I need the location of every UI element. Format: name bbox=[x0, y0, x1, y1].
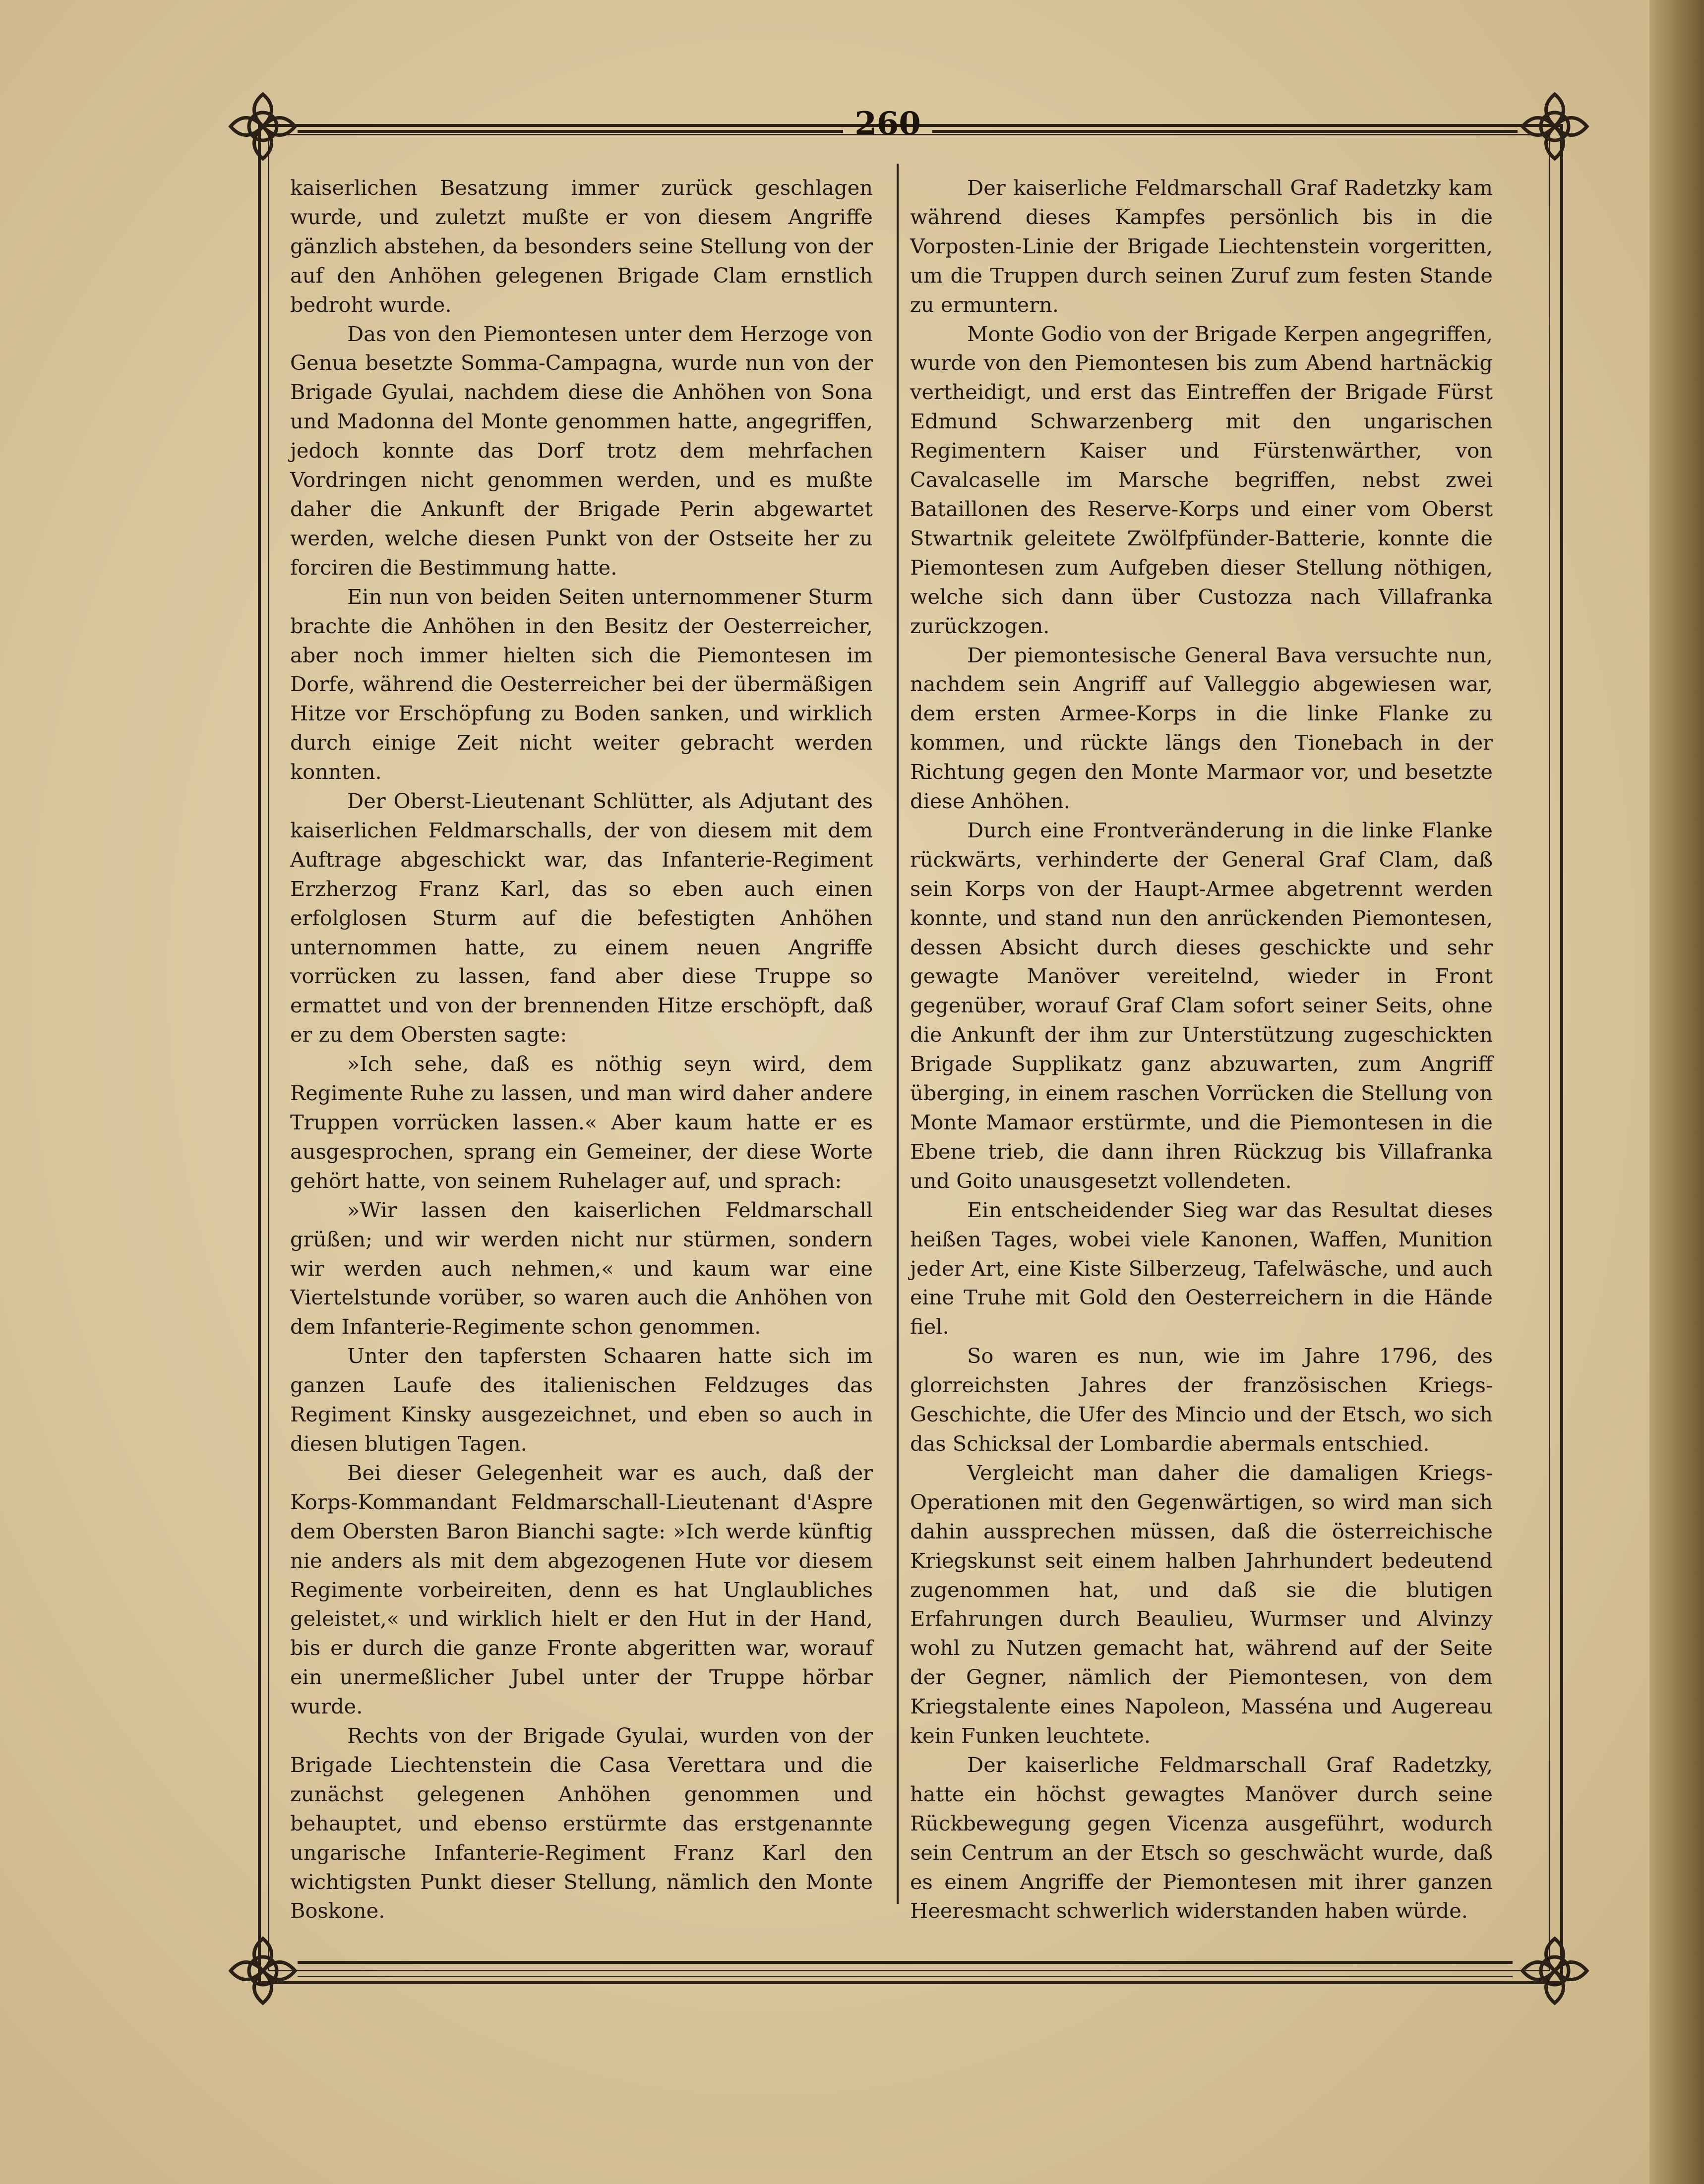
left-column bbox=[290, 174, 873, 1926]
corner-ornament-icon bbox=[226, 1934, 300, 2008]
book-spine-edge bbox=[1649, 0, 1704, 2184]
paragraph: Das von den Piemontesen unter dem Herzoge von Genua besetzte Somma-Campagna, wurde nun von der Brigade Gyulai, nachdem diese die Anhöhen von Sona und Madonna del Monte genommen hatte, angegriffen, jedoch konnte das Dorf trotz dem mehrfachen Vordringen nicht genommen werden, und es mußte daher die Ankunft der Brigade Perin abgewartet werden, welche diesen Punkt von der Ostseite her zu forciren die Bestimmung hatte. bbox=[290, 321, 873, 580]
paragraph: »Wir lassen den kaiserlichen Feldmarschall grüßen; und wir werden nicht nur stürmen, sondern wir werden auch nehmen,« und kaum war eine Viertelstunde vorüber, so waren auch die Anhöhen von dem Infanterie-Regimente schon genommen. bbox=[290, 1197, 873, 1339]
paragraph: So waren es nun, wie im Jahre 1796, des glorreichsten Jahres der französischen Kriegs-Geschichte, die Ufer des Mincio und der Etsch, wo sich das Schicksal der Lombardie abermals entschied. bbox=[910, 1344, 1493, 1456]
paragraph: Der kaiserliche Feldmarschall Graf Radetzky kam während dieses Kampfes persönlich bis in die Vorposten-Linie der Brigade Liechtenstein vorgeritten, um die Truppen durch seinen Zuruf zum festen Stande zu ermuntern. bbox=[910, 176, 1493, 317]
corner-ornament-icon bbox=[1518, 89, 1592, 164]
corner-ornament-icon bbox=[1518, 1934, 1592, 2008]
paragraph: Der kaiserliche Feldmarschall Graf Radetzky, hatte ein höchst gewagtes Manöver durch seine Rückbewegung gegen Vicenza ausgeführt, wodurch sein Centrum an der Etsch so geschwächt wurde, daß es einem Angriffe der Piemontesen mit ihrer ganzen Heeresmacht schwerlich widerstanden haben würde. bbox=[910, 1752, 1493, 1923]
bottom-rule bbox=[298, 1961, 1513, 1964]
paragraph: Vergleicht man daher die damaligen Kriegs-Operationen mit den Gegenwärtigen, so wird man sich dahin aussprechen müssen, daß die österreichische Kriegskunst seit einem halben Jahrhundert bedeutend zugenommen hat, und daß sie die blutigen Erfahrungen durch Beaulieu, Wurmser und Alvinzy wohl zu Nutzen gemacht hat, während auf der Seite der Gegner, nämlich der Piemontesen, von dem Kriegstalente eines Napoleon, Masséna und Augereau kein Funken leuchtete. bbox=[910, 1460, 1493, 1748]
page-number: 260 bbox=[854, 105, 921, 142]
paragraph: Bei dieser Gelegenheit war es auch, daß der Korps-Kommandant Feldmarschall-Lieutenant d'Aspre dem Obersten Baron Bianchi sagte: »Ich werde künftig nie anders als mit dem abgezogenen Hute vor diesem Regimente vorbeireiten, denn es hat Unglaubliches geleistet,« und wirklich hielt er den Hut in der Hand, bis er durch die ganze Fronte abgeritten war, worauf ein unermeßlicher Jubel unter der Truppe hörbar wurde. bbox=[290, 1460, 873, 1719]
paragraph: »Ich sehe, daß es nöthig seyn wird, dem Regimente Ruhe zu lassen, und man wird daher andere Truppen vorrücken lassen.« Aber kaum hatte er es ausgesprochen, sprang ein Gemeiner, der diese Worte gehört hatte, von seinem Ruhelager auf, und sprach: bbox=[290, 1052, 873, 1193]
column-divider bbox=[897, 164, 899, 1904]
paragraph: Rechts von der Brigade Gyulai, wurden von der Brigade Liechtenstein die Casa Verettara und die zunächst gelegenen Anhöhen genommen und behauptet, und ebenso erstürmte das erstgenannte ungarische Infanterie-Regiment Franz Karl den wichtigsten Punkt dieser Stellung, nämlich den Monte Boskone. bbox=[290, 1723, 873, 1923]
paragraph: Ein entscheidender Sieg war das Resultat dieses heißen Tages, wobei viele Kanonen, Waffen, Munition jeder Art, eine Kiste Silberzeug, Tafelwäsche, und auch eine Truhe mit Gold den Oesterreichern in die Hände fiel. bbox=[910, 1197, 1493, 1339]
corner-ornament-icon bbox=[226, 89, 300, 164]
paragraph: kaiserlichen Besatzung immer zurück geschlagen wurde, und zuletzt mußte er von diesem Angriffe gänzlich abstehen, da besonders seine Stellung von der auf den Anhöhen gelegenen Brigade Clam ernstlich bedroht wurde. bbox=[290, 176, 873, 317]
bottom-rule-thin bbox=[298, 1976, 1513, 1977]
right-column bbox=[910, 174, 1493, 1926]
paragraph: Durch eine Frontveränderung in die linke Flanke rückwärts, verhinderte der General Graf Clam, daß sein Korps von der Haupt-Armee abgetrennt werden konnte, und stand nun den anrückenden Piemontesen, dessen Absicht durch dieses geschickte und sehr gewagte Manöver vereitelnd, wieder in Front gegenüber, worauf Graf Clam sofort seiner Seits, ohne die Ankunft der ihm zur Unterstützung zugeschickten Brigade Supplikatz ganz abzuwarten, zum Angriff überging, in einem raschen Vorrücken die Stellung von Monte Mamaor erstürmte, und die Piemontesen in die Ebene trieb, die dann ihren Rückzug bis Villafranka und Goito unausgesetzt vollendeten. bbox=[910, 818, 1493, 1193]
paragraph: Unter den tapfersten Schaaren hatte sich im ganzen Laufe des italienischen Feldzuges das Regiment Kinsky ausgezeichnet, und eben so auch in diesen blutigen Tagen. bbox=[290, 1344, 873, 1456]
paragraph: Der piemontesische General Bava versuchte nun, nachdem sein Angriff auf Valleggio abgewiesen war, dem ersten Armee-Korps in die linke Flanke zu kommen, und rückte längs den Tionebach in der Richtung gegen den Monte Marmaor vor, und besetzte diese Anhöhen. bbox=[910, 643, 1493, 814]
paragraph: Monte Godio von der Brigade Kerpen angegriffen, wurde von den Piemontesen bis zum Abend hartnäckig vertheidigt, und erst das Eintreffen der Brigade Fürst Edmund Schwarzenberg mit den ungarischen Regimentern Kaiser und Fürstenwärther, von Cavalcaselle im Marsche begriffen, nebst zwei Bataillonen des Reserve-Korps und einer vom Oberst Stwartnik geleitete Zwölfpfünder-Batterie, konnte die Piemontesen zum Aufgeben dieser Stellung nöthigen, welche sich dann über Custozza nach Villafranka zurückzogen. bbox=[910, 321, 1493, 638]
paragraph: Der Oberst-Lieutenant Schlütter, als Adjutant des kaiserlichen Feldmarschalls, der von diesem mit dem Auftrage abgeschickt war, das Infanterie-Regiment Erzherzog Franz Karl, das so eben auch einen erfolglosen Sturm auf die befestigten Anhöhen unternommen hatte, zu einem neuen Angriffe vorrücken zu lassen, fand aber diese Truppe so ermattet und von der brennenden Hitze erschöpft, daß er zu dem Obersten sagte: bbox=[290, 789, 873, 1047]
paragraph: Ein nun von beiden Seiten unternommener Sturm brachte die Anhöhen in den Besitz der Oesterreicher, aber noch immer hielten sich die Piemontesen im Dorfe, während die Oesterreicher bei der übermäßigen Hitze vor Erschöpfung zu Boden sanken, und wirklich durch einige Zeit nicht weiter gebracht werden konnten. bbox=[290, 584, 873, 784]
header-rule-left bbox=[298, 130, 843, 133]
header-rule-right bbox=[932, 130, 1518, 133]
